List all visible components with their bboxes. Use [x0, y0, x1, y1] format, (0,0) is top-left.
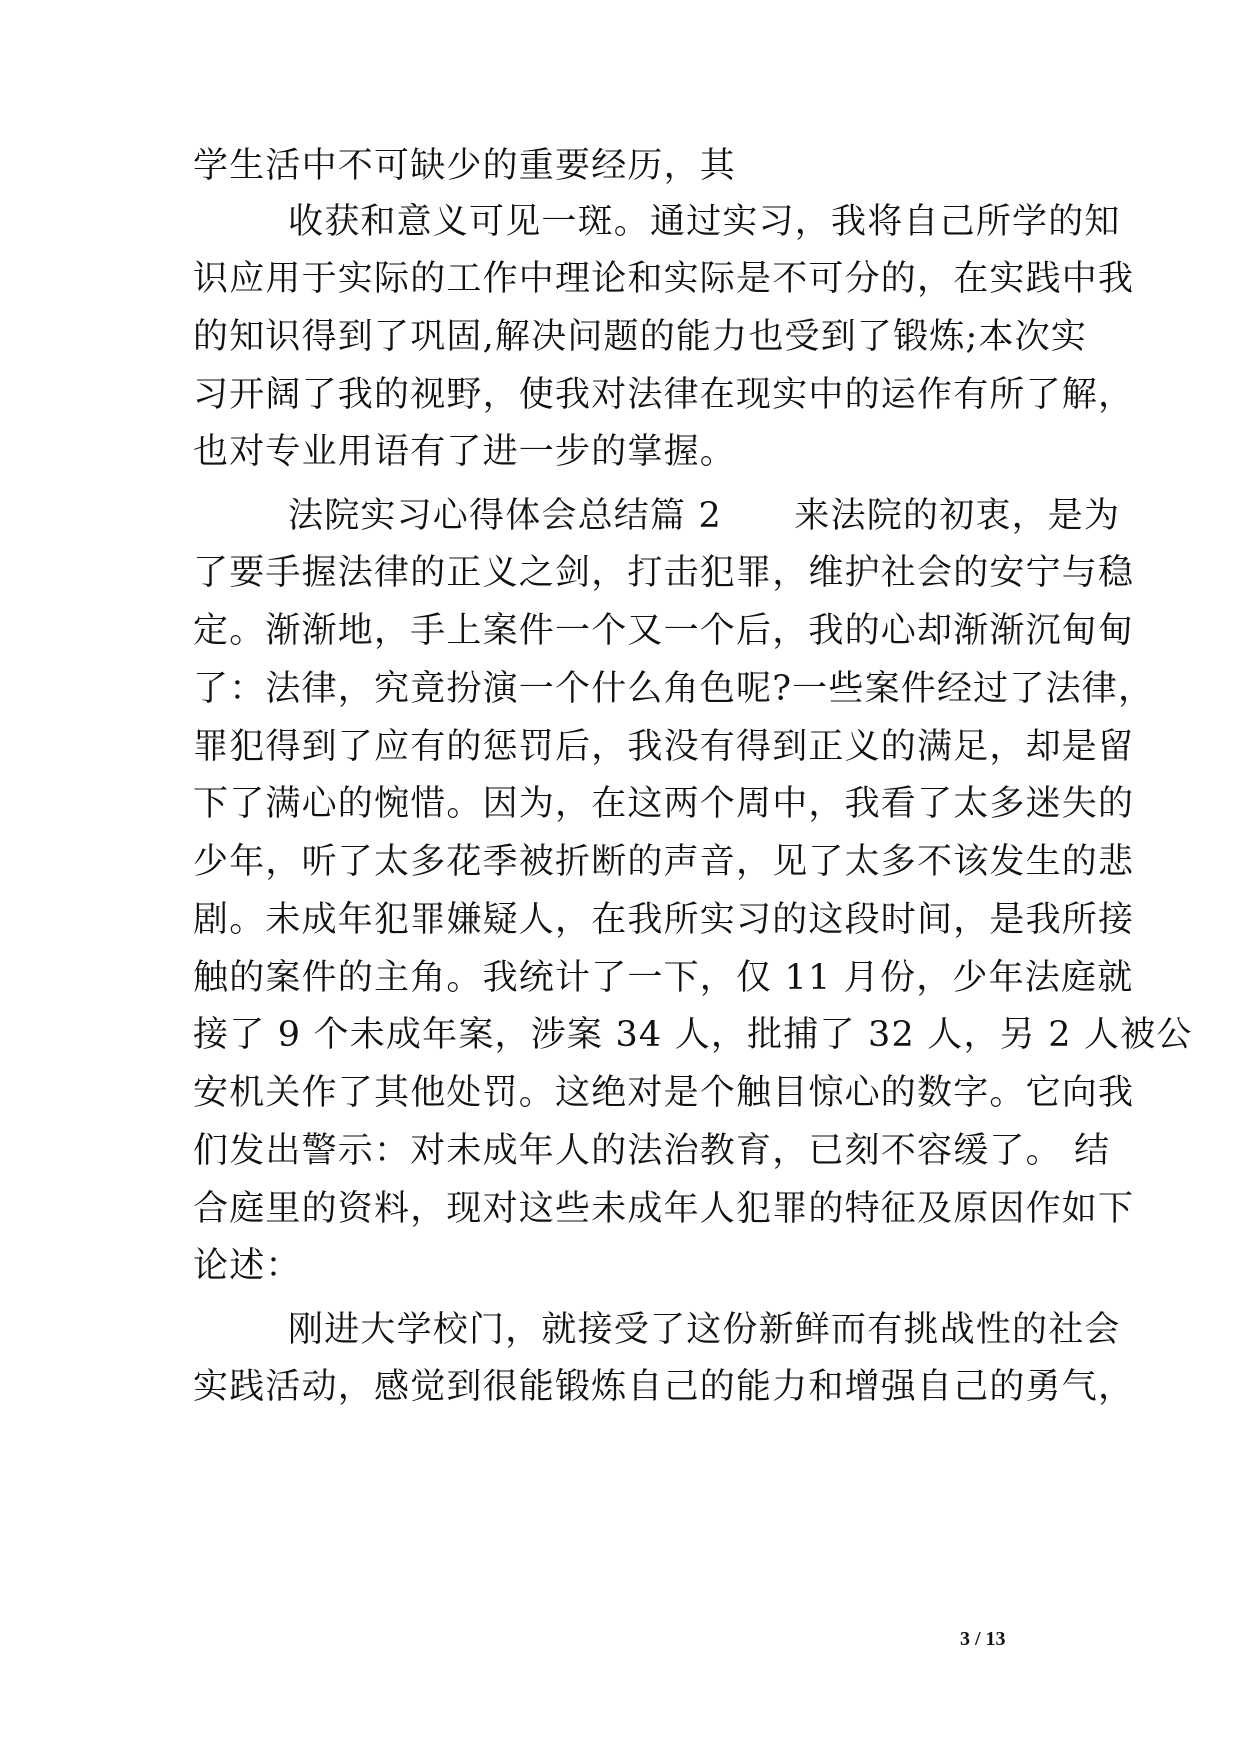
text-line: 论述： — [193, 1246, 302, 1286]
text-line: 安机关作了其他处罚。这绝对是个触目惊心的数字。它向我 — [193, 1073, 1135, 1113]
text-line: 剧。未成年犯罪嫌疑人，在我所实习的这段时间，是我所接 — [193, 900, 1135, 940]
paragraph-start-line: 收获和意义可见一斑。通过实习，我将自己所学的知 — [288, 202, 1121, 242]
text-line: 了要手握法律的正义之剑，打击犯罪，维护社会的安宁与稳 — [193, 553, 1135, 593]
paragraph-start-line: 刚进大学校门，就接受了这份新鲜而有挑战性的社会 — [288, 1310, 1121, 1350]
text-line: 下了满心的惋惜。因为，在这两个周中，我看了太多迷失的 — [193, 784, 1135, 824]
text-line: 接了 9 个未成年案，涉案 34 人，批捕了 32 人，另 2 人被公 — [193, 1015, 1193, 1055]
text-line: 触的案件的主角。我统计了一下，仅 11 月份，少年法庭就 — [193, 958, 1134, 998]
page-number: 3 / 13 — [960, 1628, 1006, 1650]
text-line: 定。渐渐地，手上案件一个又一个后，我的心却渐渐沉甸甸 — [193, 611, 1135, 651]
text-line: 少年，听了太多花季被折断的声音，见了太多不该发生的悲 — [193, 842, 1135, 882]
text-line: 们发出警示：对未成年人的法治教育，已刻不容缓了。 结 — [193, 1131, 1111, 1171]
text-line: 合庭里的资料，现对这些未成年人犯罪的特征及原因作如下 — [193, 1189, 1135, 1229]
text-line: 了：法律，究竟扮演一个什么角色呢?一些案件经过了法律， — [193, 669, 1155, 709]
section-heading-line: 法院实习心得体会总结篇 2 来法院的初衷，是为 — [288, 496, 1121, 536]
text-line: 也对专业用语有了进一步的掌握。 — [193, 432, 737, 472]
text-line: 习开阔了我的视野，使我对法律在现实中的运作有所了解， — [193, 375, 1135, 415]
text-line: 识应用于实际的工作中理论和实际是不可分的，在实践中我 — [193, 259, 1135, 299]
text-line: 学生活中不可缺少的重要经历，其 — [193, 146, 737, 186]
text-line: 罪犯得到了应有的惩罚后，我没有得到正义的满足，却是留 — [193, 727, 1135, 767]
text-line: 的知识得到了巩固,解决问题的能力也受到了锻炼;本次实 — [193, 317, 1088, 357]
text-line: 实践活动，感觉到很能锻炼自己的能力和增强自己的勇气， — [193, 1367, 1135, 1407]
